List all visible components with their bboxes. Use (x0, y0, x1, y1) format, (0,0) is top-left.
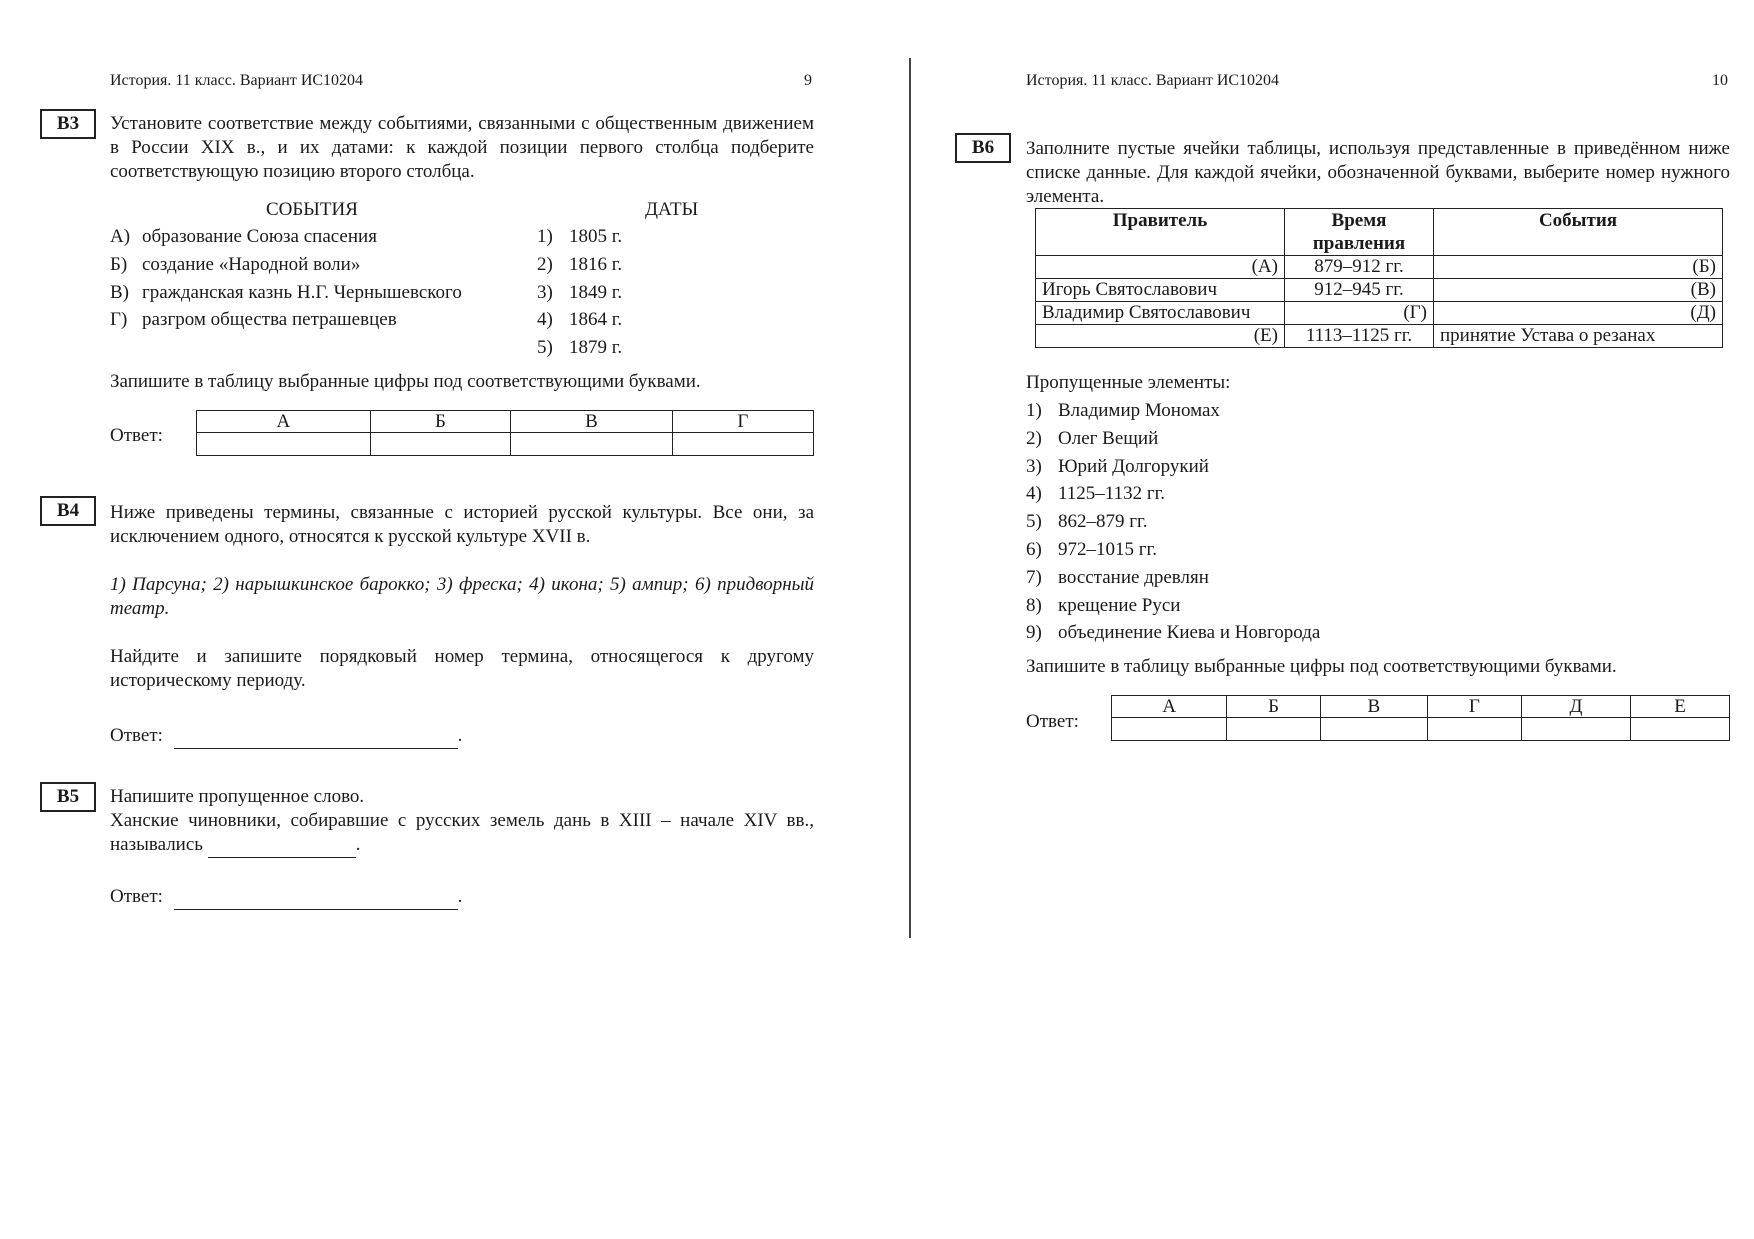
answer-cell[interactable] (1112, 718, 1227, 741)
b6-list-item: 9) объединение Киева и Новгорода (1026, 622, 1321, 643)
cell-event: (В) (1434, 279, 1723, 302)
b5-blank[interactable] (208, 833, 356, 858)
cell-ruler: Владимир Святославович (1036, 302, 1285, 325)
cell-time: 912–945 гг. (1285, 279, 1434, 302)
b3-event-item: А) образование Союза спасения (110, 226, 377, 247)
left-page-header: История. 11 класс. Вариант ИС10204 (110, 72, 364, 89)
b4-answer-input[interactable] (174, 724, 458, 749)
b6-list-item: 3) Юрий Долгорукий (1026, 456, 1209, 477)
cell-ruler: (Е) (1036, 325, 1285, 348)
left-page-number: 9 (804, 72, 812, 89)
b6-rulers-table (1035, 208, 1723, 348)
cell-ruler: Игорь Святославович (1036, 279, 1285, 302)
answer-cell[interactable] (1631, 718, 1730, 741)
b4-question-text: Ниже приведены термины, связанные с историей русской культуры. Все они, за исключением одного, относятся к русской культуре XVII в. (110, 502, 814, 547)
question-label-b5: B5 (40, 782, 96, 812)
b6-list-item: 5) 862–879 гг. (1026, 511, 1148, 532)
answer-col-header: Б (370, 411, 511, 433)
b6-list-item: 1) Владимир Мономах (1026, 400, 1220, 421)
b6-list-item: 8) крещение Руси (1026, 595, 1181, 616)
b6-list-item: 2) Олег Вещий (1026, 428, 1159, 449)
cell-event: принятие Устава о резанах (1434, 325, 1723, 348)
right-page-header: История. 11 класс. Вариант ИС10204 (1026, 72, 1280, 89)
right-page-number: 10 (1712, 72, 1728, 89)
b4-terms-list: 1) Парсуна; 2) нарышкинское барокко; 3) фреска; 4) икона; 5) ампир; 6) придворный театр. (110, 574, 814, 619)
table-row (1036, 256, 1723, 279)
answer-cell[interactable] (672, 433, 813, 456)
table-header: Время правления (1285, 209, 1434, 256)
cell-event: (Б) (1434, 256, 1723, 279)
answer-col-header: В (1320, 696, 1427, 718)
cell-event: (Д) (1434, 302, 1723, 325)
b3-answer-label: Ответ: (110, 425, 163, 446)
b6-list-item: 6) 972–1015 гг. (1026, 539, 1157, 560)
answer-col-header: Г (1427, 696, 1521, 718)
b4-task-text: Найдите и запишите порядковый номер термина, относящегося к другому историческому периоду. (110, 646, 814, 691)
b6-list-item: 7) восстание древлян (1026, 567, 1209, 588)
table-row (1036, 279, 1723, 302)
b3-date-item: 1) 1805 г. (537, 226, 623, 247)
b5-answer-input[interactable] (174, 885, 458, 910)
cell-time: 879–912 гг. (1285, 256, 1434, 279)
question-label-b4: B4 (40, 496, 96, 526)
answer-cell[interactable] (197, 433, 371, 456)
answer-col-header: Г (672, 411, 813, 433)
cell-time: 1113–1125 гг. (1285, 325, 1434, 348)
cell-ruler: (А) (1036, 256, 1285, 279)
table-header: Правитель (1036, 209, 1285, 256)
b3-event-item: В) гражданская казнь Н.Г. Чернышевского (110, 282, 462, 303)
b3-event-item: Б) создание «Народной воли» (110, 254, 361, 275)
b5-question-text: Ханские чиновники, собиравшие с русских земель дань в XIII – начале XIV вв., назывались . (110, 809, 814, 858)
page-divider (909, 58, 911, 938)
b5-answer-row: Ответ: . (110, 885, 462, 910)
b5-instruction: Напишите пропущенное слово. (110, 786, 365, 807)
answer-col-header: А (1112, 696, 1227, 718)
b6-answer-label: Ответ: (1026, 711, 1079, 732)
answer-col-header: В (511, 411, 672, 433)
table-row (1036, 325, 1723, 348)
answer-col-header: Е (1631, 696, 1730, 718)
answer-cell[interactable] (1521, 718, 1630, 741)
b3-dates-heading: ДАТЫ (645, 199, 699, 220)
cell-time: (Г) (1285, 302, 1434, 325)
b6-question-text: Заполните пустые ячейки таблицы, используя представленные в приведённом ниже списке данные. Для каждой ячейки, обозначенной буквами, выберите номер нужного элемента. (1026, 138, 1730, 207)
b3-instruction: Запишите в таблицу выбранные цифры под соответствующими буквами. (110, 371, 701, 392)
b3-date-item: 2) 1816 г. (537, 254, 623, 275)
b4-answer-label: Ответ: (110, 725, 163, 746)
b3-events-heading: СОБЫТИЯ (266, 199, 358, 220)
table-row (1036, 302, 1723, 325)
answer-col-header: Д (1521, 696, 1630, 718)
b6-list-item: 4) 1125–1132 гг. (1026, 483, 1166, 504)
b4-answer-row: Ответ: . (110, 724, 462, 749)
question-label-b3: B3 (40, 109, 96, 139)
b6-instruction: Запишите в таблицу выбранные цифры под соответствующими буквами. (1026, 656, 1617, 677)
b3-date-item: 5) 1879 г. (537, 337, 623, 358)
b6-missing-title: Пропущенные элементы: (1026, 372, 1231, 393)
b3-date-item: 3) 1849 г. (537, 282, 623, 303)
answer-cell[interactable] (1320, 718, 1427, 741)
b3-question-text: Установите соответствие между событиями, связанными с общественным движением в России XIX в., и их датами: к каждой позиции первого столбца подберите соответствующую позицию второго столбца. (110, 113, 814, 182)
answer-cell[interactable] (1427, 718, 1521, 741)
question-label-b6: B6 (955, 133, 1011, 163)
b3-answer-table (196, 410, 814, 456)
b3-date-item: 4) 1864 г. (537, 309, 623, 330)
b6-answer-table (1111, 695, 1730, 741)
answer-col-header: А (197, 411, 371, 433)
table-header: События (1434, 209, 1723, 256)
answer-cell[interactable] (370, 433, 511, 456)
b5-answer-label: Ответ: (110, 886, 163, 907)
answer-col-header: Б (1227, 696, 1320, 718)
answer-cell[interactable] (511, 433, 672, 456)
b3-event-item: Г) разгром общества петрашевцев (110, 309, 397, 330)
answer-cell[interactable] (1227, 718, 1320, 741)
